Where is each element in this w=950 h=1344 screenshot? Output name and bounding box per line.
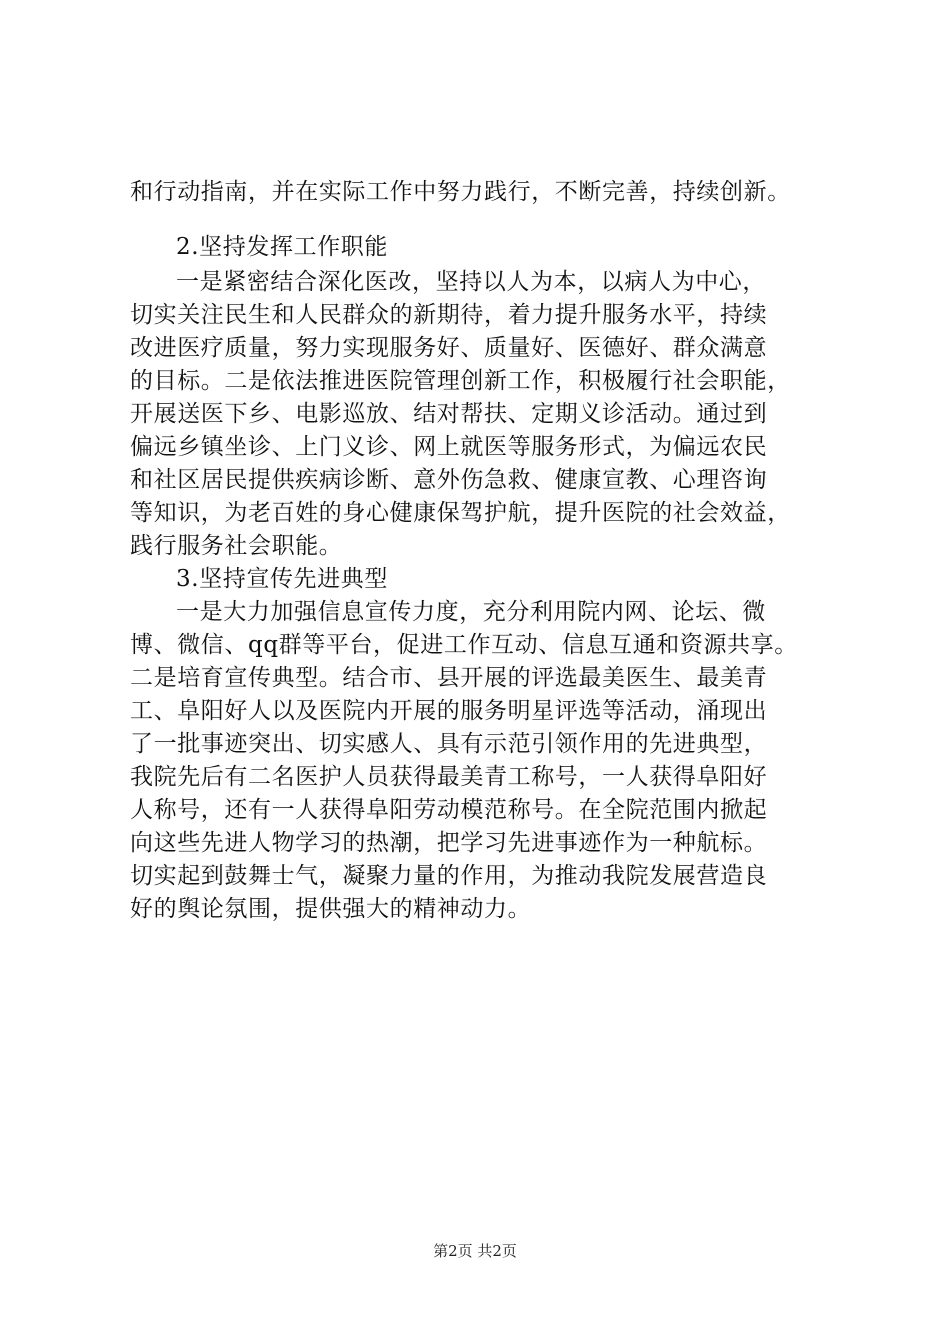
paragraph-line: 一是紧密结合深化医改，坚持以人为本，以病人为中心， bbox=[176, 269, 766, 295]
paragraph-line: 开展送医下乡、电影巡放、结对帮扶、定期义诊活动。通过到 bbox=[130, 401, 768, 427]
paragraph-line: 践行服务社会职能。 bbox=[130, 533, 343, 559]
paragraph-line: 偏远乡镇坐诊、上门义诊、网上就医等服务形式，为偏远农民 bbox=[130, 434, 768, 460]
paragraph-line: 等知识，为老百姓的身心健康保驾护航，提升医院的社会效益， bbox=[130, 500, 791, 526]
paragraph-line: 切实起到鼓舞士气，凝聚力量的作用，为推动我院发展营造良 bbox=[130, 863, 768, 889]
paragraph-line: 的目标。二是依法推进医院管理创新工作，积极履行社会职能， bbox=[130, 368, 791, 394]
paragraph-line: 和社区居民提供疾病诊断、意外伤急救、健康宣教、心理咨询 bbox=[130, 467, 768, 493]
section-heading: 2.坚持发挥工作职能 bbox=[176, 234, 388, 260]
paragraph-line: 和行动指南，并在实际工作中努力践行，不断完善，持续创新。 bbox=[130, 179, 791, 205]
paragraph-line: 向这些先进人物学习的热潮，把学习先进事迹作为一种航标。 bbox=[130, 830, 768, 856]
paragraph-line: 博、微信、qq群等平台，促进工作互动、信息互通和资源共享。 bbox=[130, 632, 798, 658]
paragraph-line: 好的舆论氛围，提供强大的精神动力。 bbox=[130, 896, 532, 922]
paragraph-line: 我院先后有二名医护人员获得最美青工称号，一人获得阜阳好 bbox=[130, 764, 768, 790]
paragraph-line: 改进医疗质量，努力实现服务好、质量好、医德好、群众满意 bbox=[130, 335, 768, 361]
section-heading: 3.坚持宣传先进典型 bbox=[176, 566, 388, 592]
paragraph-line: 切实关注民生和人民群众的新期待，着力提升服务水平，持续 bbox=[130, 302, 768, 328]
paragraph-line: 了一批事迹突出、切实感人、具有示范引领作用的先进典型， bbox=[130, 731, 768, 757]
paragraph-line: 一是大力加强信息宣传力度，充分利用院内网、论坛、微 bbox=[176, 599, 766, 625]
paragraph-line: 人称号，还有一人获得阜阳劳动模范称号。在全院范围内掀起 bbox=[130, 797, 768, 823]
paragraph-line: 工、阜阳好人以及医院内开展的服务明星评选等活动，涌现出 bbox=[130, 698, 768, 724]
page-number-footer: 第2页 共2页 bbox=[433, 1242, 517, 1260]
paragraph-line: 二是培育宣传典型。结合市、县开展的评选最美医生、最美青 bbox=[130, 665, 768, 691]
